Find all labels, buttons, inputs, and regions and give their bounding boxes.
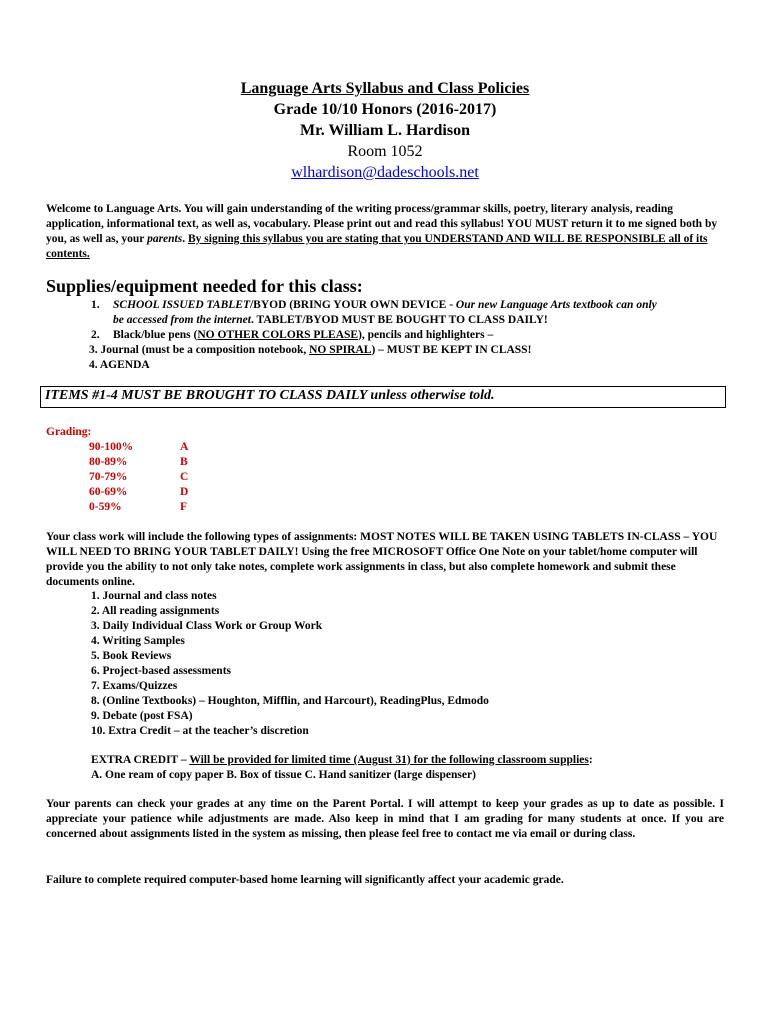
teacher-name: Mr. William L. Hardison: [300, 122, 470, 139]
supply-journal: 3. Journal (must be a composition notebook,: [89, 344, 310, 356]
grading-label: Grading:: [46, 426, 92, 438]
grade-letter: B: [180, 456, 188, 468]
supply-pencils: ), pencils and highlighters –: [358, 329, 494, 341]
daily-items-text: ITEMS #1-4 MUST BE BROUGHT TO CLASS DAILY unless otherwise told.: [45, 388, 495, 403]
assignment-item: 3. Daily Individual Class Work or Group Work: [91, 620, 323, 632]
assignment-item: 5. Book Reviews: [91, 650, 172, 662]
supply-no-colors: NO OTHER COLORS PLEASE: [197, 329, 359, 341]
grade-letter: C: [180, 471, 189, 483]
supply-item-1-cont: [113, 313, 548, 328]
supply-item-3: [89, 343, 531, 358]
classwork-paragraph: Your class work will include the following types of assignments: MOST NOTES WILL BE TAKEN USING TABLETS IN-CLASS – YOU WILL NEED TO BRING YOUR TABLET DAILY! Using the free MICROSOFT Office One Note on your tablet/home computer will provide you the ability to not only take notes, complete work assignments in class, but also complete homework and submit these documents online.: [46, 531, 718, 588]
grade-line: Grade 10/10 Honors (2016-2017): [273, 101, 497, 118]
supply-item-4: 4. AGENDA: [89, 359, 150, 371]
assignment-item: 2. All reading assignments: [91, 605, 220, 617]
welcome-paragraph: [46, 202, 726, 262]
supplies-heading: Supplies/equipment needed for this class:: [46, 276, 363, 296]
assignment-item: 1. Journal and class notes: [91, 590, 217, 602]
welcome-parents: parents: [147, 233, 183, 245]
document-title: Language Arts Syllabus and Class Policies: [240, 80, 530, 97]
grade-range: 80-89%: [89, 456, 128, 468]
grade-range: 70-79%: [89, 471, 128, 483]
supply-pens: Black/blue pens (: [113, 329, 198, 341]
grade-letter: F: [180, 501, 188, 513]
failure-note: Failure to complete required computer-based home learning will significantly affect your academic grade.: [46, 874, 564, 886]
extra-credit-colon: :: [588, 754, 593, 766]
extra-credit-line: [91, 753, 593, 768]
welcome-sep: .: [182, 233, 188, 245]
assignment-item: 7. Exams/Quizzes: [91, 680, 178, 692]
supply-item-2: [113, 328, 493, 343]
extra-credit-supplies: A. One ream of copy paper B. Box of tissue C. Hand sanitizer (large dispenser): [91, 769, 476, 781]
welcome-responsibility: By signing this syllabus you are stating that you UNDERSTAND AND WILL BE RESPONSIBLE all of its contents.: [46, 233, 708, 260]
assignment-item: 9. Debate (post FSA): [91, 710, 193, 722]
supply-internet-note: be accessed from the internet: [113, 314, 251, 326]
supply-tablet: SCHOOL ISSUED TABLET: [113, 299, 250, 311]
grade-range: 60-69%: [89, 486, 128, 498]
room-number: Room 1052: [347, 143, 423, 160]
supply-item-1: [113, 298, 657, 313]
supply-textbook-note: Our new Language Arts textbook can only: [455, 299, 657, 311]
daily-items-notice: [40, 386, 726, 408]
parent-portal-paragraph: Your parents can check your grades at any time on the Parent Portal. I will attempt to keep your grades as up to date as possible. I appreciate your patience while adjustments are made. Also keep in mind that I am grading for many students at once. If you are concerned about assignments listed in the system as missing, then please feel free to contact me via email or during class.: [46, 798, 724, 840]
extra-credit-terms: Will be provided for limited time (August 31) for the following classroom supplies: [189, 754, 589, 766]
supply-tablet-daily: . TABLET/BYOD MUST BE BOUGHT TO CLASS DAILY!: [250, 314, 548, 326]
grade-range: 0-59%: [89, 501, 122, 513]
assignment-item: 6. Project-based assessments: [91, 665, 232, 677]
supply-kept: ) – MUST BE KEPT IN CLASS!: [371, 344, 532, 356]
assignment-item: 10. Extra Credit – at the teacher’s discretion: [91, 725, 309, 737]
supply-byod: /BYOD (BRING YOUR OWN DEVICE -: [249, 299, 456, 311]
assignment-item: 4. Writing Samples: [91, 635, 185, 647]
grade-range: 90-100%: [89, 441, 134, 453]
grade-letter: A: [180, 441, 189, 453]
supply-no-spiral: NO SPIRAL: [309, 344, 372, 356]
supply-item-1-num: 1.: [91, 299, 100, 311]
welcome-text: Welcome to Language Arts. You will gain understanding of the writing process/grammar skills, poetry, literary analysis, reading application, informational text, as well as, vocabulary. Please print out and read this syllabus! YOU MUST return it to me signed both by you, as well as, your: [46, 203, 718, 245]
assignment-item: 8. (Online Textbooks) – Houghton, Mifflin, and Harcourt), ReadingPlus, Edmodo: [91, 695, 489, 707]
grade-letter: D: [180, 486, 189, 498]
supply-item-2-num: 2.: [91, 329, 100, 341]
extra-credit-label: EXTRA CREDIT –: [91, 754, 190, 766]
email-link[interactable]: wlhardison@dadeschools.net: [291, 164, 479, 181]
email-line: [0, 162, 770, 183]
